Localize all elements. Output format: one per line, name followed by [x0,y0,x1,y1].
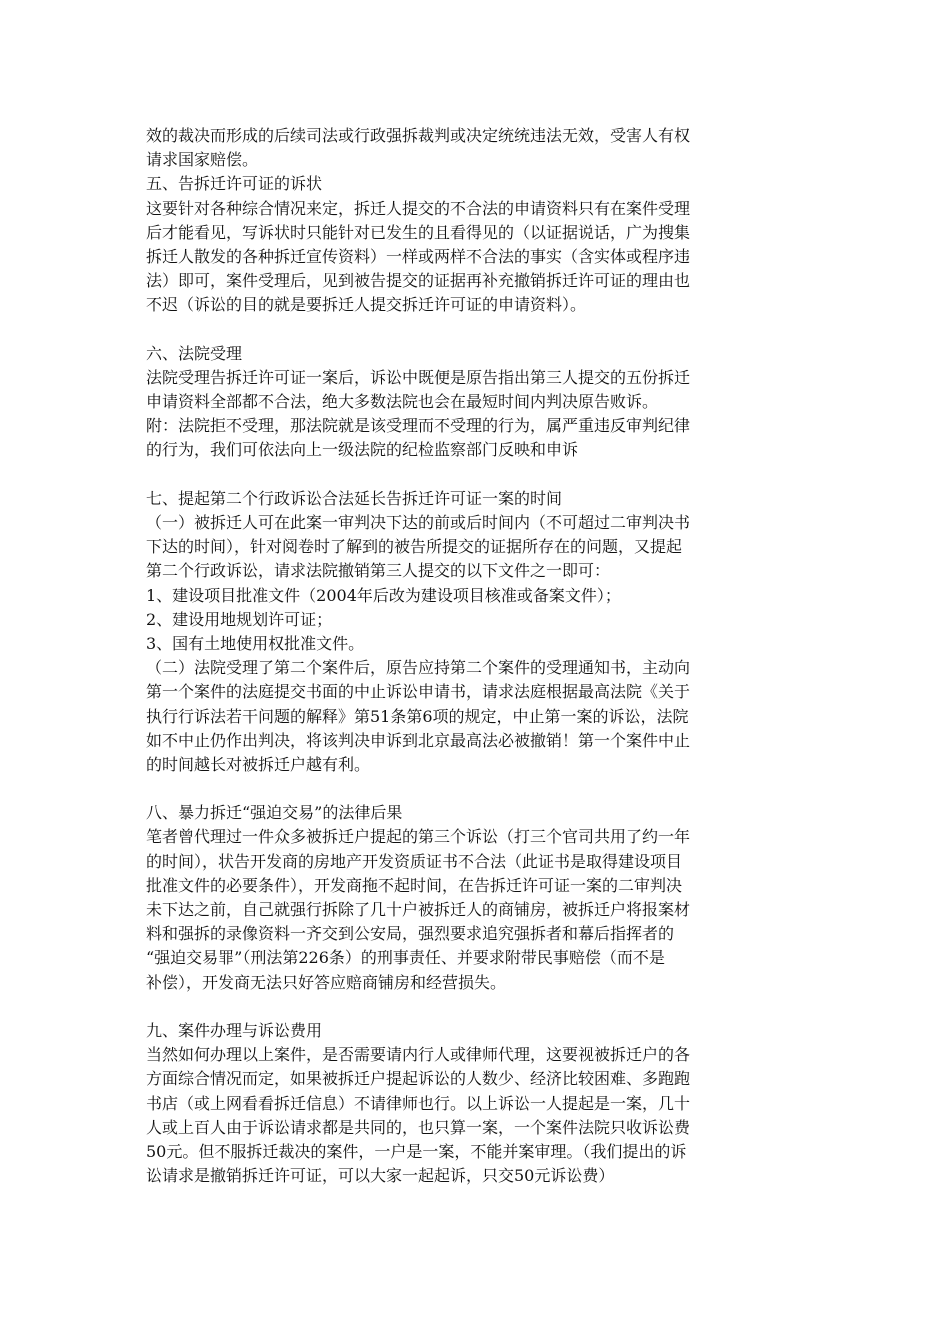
text-line: 讼请求是撤销拆迁许可证，可以大家一起起诉，只交50元诉讼费） [146,1166,615,1186]
section-heading: 五、告拆迁许可证的诉状 [146,174,323,194]
text-line: 批准文件的必要条件），开发商拖不起时间，在告拆迁许可证一案的二审判决 [146,875,683,895]
text-line: 补偿），开发商无法只好答应赔商铺房和经营损失。 [146,972,507,992]
section-heading: 六、法院受理 [146,343,243,363]
paragraph-gap [146,463,806,487]
text-line: 的行为，我们可依法向上一级法院的纪检监察部门反映和申诉 [146,440,579,460]
text-line: 不迟（诉讼的目的就是要拆迁人提交拆迁许可证的申请资料）。 [146,295,587,315]
text-line: 执行行诉法若干问题的解释》第51条第6项的规定，中止第一案的诉讼，法院 [146,706,689,726]
text-line: 第二个行政诉讼，请求法院撤销第三人提交的以下文件之一即可： [146,561,611,581]
text-line: 的时间），状告开发商的房地产开发资质证书不合法（此证书是取得建设项目 [146,851,683,871]
text-line: 第一个案件的法庭提交书面的中止诉讼申请书，请求法庭根据最高法院《关于 [146,682,691,702]
list-item: 1、建设项目批准文件（2004年后改为建设项目核准或备案文件）； [146,585,621,605]
text-line: 笔者曾代理过一件众多被拆迁户提起的第三个诉讼（打三个官司共用了约一年 [146,827,691,847]
text-line: 法院受理告拆迁许可证一案后，诉讼中既便是原告指出第三人提交的五份拆迁 [146,367,691,387]
text-line: 的时间越长对被拆迁户越有利。 [146,754,371,774]
text-line: 后才能看见，写诉状时只能针对已发生的且看得见的（以证据说话，广为搜集 [146,222,691,242]
text-line: 50元。但不服拆迁裁决的案件，一户是一案，不能并案审理。（我们提出的诉 [146,1141,687,1161]
text-line: 这要针对各种综合情况来定，拆迁人提交的不合法的申请资料只有在案件受理 [146,198,691,218]
text-line: 人或上百人由于诉讼请求都是共同的，也只算一案，一个案件法院只收诉讼费 [146,1117,691,1137]
text-line: 下达的时间），针对阅卷时了解到的被告所提交的证据所存在的问题，又提起 [146,537,683,557]
text-line: 请求国家赔偿。 [146,150,259,170]
text-line: 申请资料全部都不合法，绝大多数法院也会在最短时间内判决原告败诉。 [146,392,659,412]
text-line: 方面综合情况而定，如果被拆迁户提起诉讼的人数少、经济比较困难、多跑跑 [146,1069,691,1089]
text-line: （一）被拆迁人可在此案一审判决下达的前或后时间内（不可超过二审判决书 [146,513,691,532]
text-line: （二）法院受理了第二个案件后，原告应持第二个案件的受理通知书，主动向 [146,658,691,678]
text-line: 未下达之前，自己就强行拆除了几十户被拆迁人的商铺房，被拆迁户将报案材 [146,900,691,919]
text-line: 拆迁人散发的各种拆迁宣传资料）一样或两样不合法的事实（含实体或程序违 [146,246,691,266]
section-heading: 九、案件办理与诉讼费用 [146,1020,323,1040]
section-heading: 七、提起第二个行政诉讼合法延长告拆迁许可证一案的时间 [146,488,563,508]
text-line: 附：法院拒不受理，那法院就是该受理而不受理的行为，属严重违反审判纪律 [146,416,691,436]
text-line: 法）即可，案件受理后，见到被告提交的证据再补充撤销拆迁许可证的理由也 [146,271,691,291]
paragraph-gap [146,318,806,342]
text-line: 如不中止仍作出判决，将该判决申诉到北京最高法必被撤销！第一个案件中止 [146,730,691,750]
document-body [146,124,806,1188]
section-heading: 八、暴力拆迁“强迫交易”的法律后果 [146,803,403,823]
paragraph-gap [146,777,806,801]
text-line: 书店（或上网看看拆迁信息）不请律师也行。以上诉讼一人提起是一案，几十 [146,1093,691,1113]
text-line: “强迫交易罪”（刑法第226条）的刑事责任、并要求附带民事赔偿（而不是 [146,948,665,968]
text-line: 料和强拆的录像资料一齐交到公安局，强烈要求追究强拆者和幕后指挥者的 [146,924,675,944]
text-line: 当然如何办理以上案件，是否需要请内行人或律师代理，这要视被拆迁户的各 [146,1045,691,1065]
list-item: 3、国有土地使用权批准文件。 [146,633,365,653]
list-item: 2、建设用地规划许可证； [146,609,333,629]
paragraph-gap [146,995,806,1019]
text-line: 效的裁决而形成的后续司法或行政强拆裁判或决定统统违法无效，受害人有权 [146,126,691,145]
